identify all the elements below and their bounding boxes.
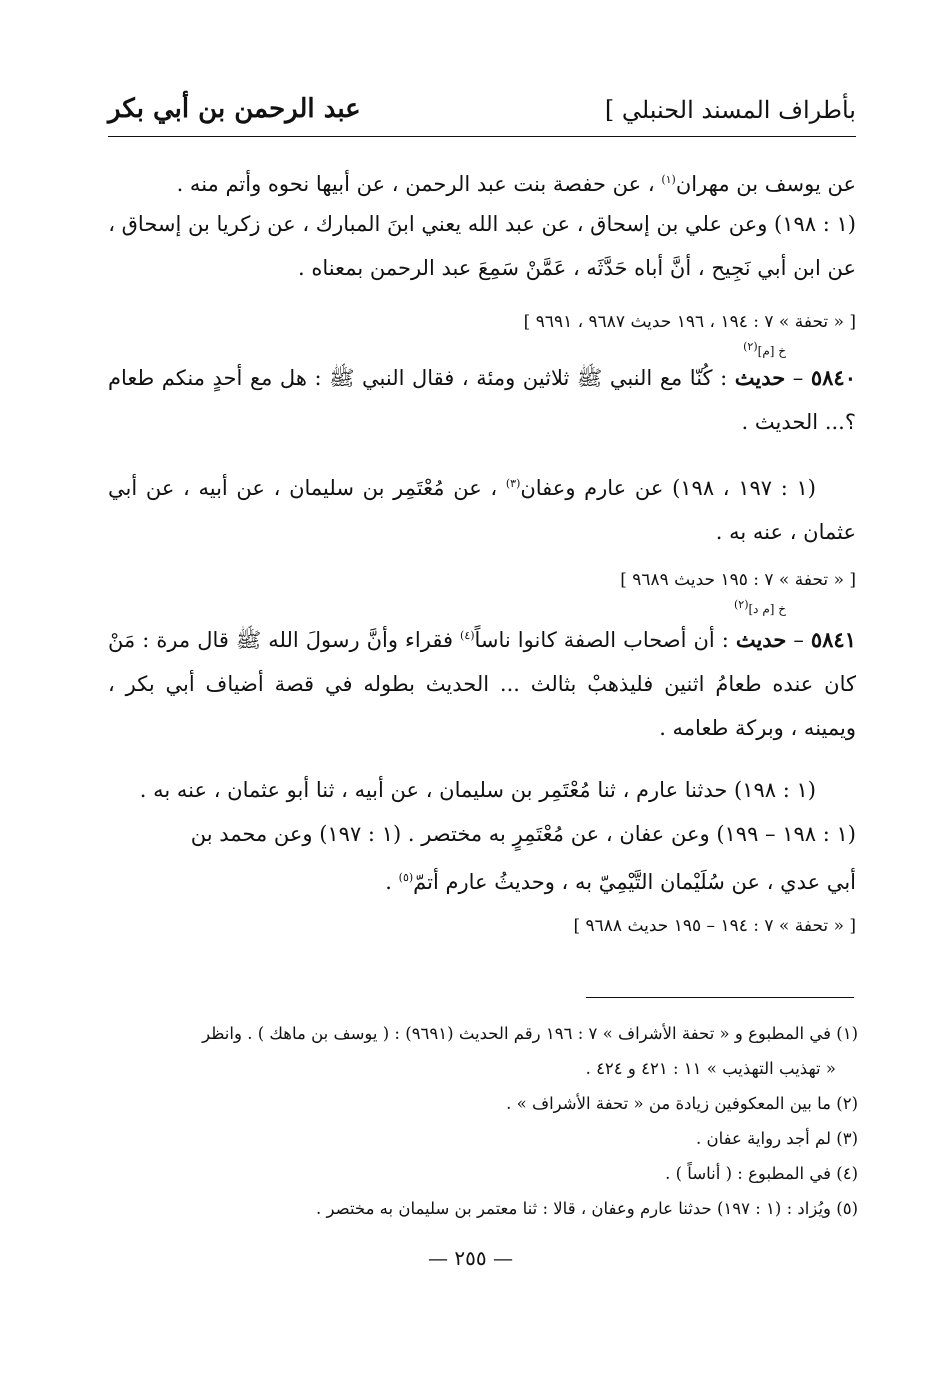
paragraph-4-line-2: (١ : ١٩٨ – ١٩٩) وعن عفان ، عن مُعْتَمِرٍ به مختصر . (١ : ١٩٧) وعن محمد بن (190, 822, 856, 846)
hadith-keyword: حديث (734, 365, 786, 390)
page-number: — ٢٥٥ — (428, 1246, 513, 1270)
siglum-5841: خ [م د]$^{(٢)}$ (733, 598, 786, 616)
running-header (108, 92, 856, 137)
book-title: بأطراف المسند الحنبلي ] (604, 96, 856, 124)
footnote-4: (٤) في المطبوع : ( أناساً ) . (665, 1164, 858, 1183)
footnote-1-line-1: (١) في المطبوع و « تحفة الأشراف » ٧ : ١٩٦ رقم الحديث (٩٦٩١) : ( يوسف بن ماهك ) . وانظر (202, 1024, 858, 1043)
tuhfa-reference-3: [ « تحفة » ٧ : ١٩٤ – ١٩٥ حديث ٩٦٨٨ ] (573, 916, 856, 936)
hadith-number: ٥٨٤٠ (810, 365, 856, 390)
footnote-ref-3: (٣) (505, 477, 521, 490)
paragraph-4-line-3: أبي عدي ، عن سُلَيْمان التَّيْمِيّ به ، وحديثُ عارم أتمّ$^{(٥)}$ . (385, 870, 856, 894)
paragraph-3: (١ : ١٩٧ ، ١٩٨) عن عارم وعفان$^{(٣)}$ ، عن مُعْتَمِر بن سليمان ، عن أبيه ، عن أبي عثمان ، عنه به . (108, 476, 856, 544)
footnote-ref-1: (١) (661, 173, 676, 186)
paragraph-2-line-2: عن ابن أبي نَجِيح ، أنَّ أباه حَدَّثَه ، عَمَّنْ سَمِعَ عبد الرحمن بمعناه . (297, 256, 856, 280)
paragraph-1: عن يوسف بن مهران$^{(١)}$ ، عن حفصة بنت عبد الرحمن ، عن أبيها نحوه وأتم منه . (176, 172, 856, 196)
hadith-number: ٥٨٤١ (810, 627, 856, 652)
footnote-separator (586, 997, 854, 998)
tuhfa-reference-2: [ « تحفة » ٧ : ١٩٥ حديث ٩٦٨٩ ] (620, 570, 856, 590)
footnote-ref-5: (٥) (398, 871, 414, 884)
section-title: عبد الرحمن بن أبي بكر (108, 94, 361, 124)
tuhfa-reference-1: [ « تحفة » ٧ : ١٩٤ ، ١٩٦ حديث ٩٦٨٧ ، ٩٦٩١ ] (523, 312, 856, 332)
footnote-5: (٥) ويُزاد : (١ : ١٩٧) حدثنا عارم وعفان ، قالا : ثنا معتمر بن سليمان به مختصر . (316, 1199, 858, 1218)
paragraph-4-line-1: (١ : ١٩٨) حدثنا عارم ، ثنا مُعْتَمِر بن سليمان ، عن أبيه ، ثنا أبو عثمان ، عنه به . (139, 778, 816, 802)
footnote-1-line-2: « تهذيب التهذيب » ١١ : ٤٢١ و ٤٢٤ . (585, 1059, 836, 1078)
paragraph-2-line-1: (١ : ١٩٨) وعن علي بن إسحاق ، عن عبد الله يعني ابنَ المبارك ، عن زكريا بن إسحاق ، (108, 212, 856, 236)
hadith-5841: ٥٨٤١ – حديث : أن أصحاب الصفة كانوا ناساً$^{(٤)}$ فقراء وأنَّ رسولَ الله ﷺ قال مرة : مَنْ كان عنده طعامُ اثنين فليذهبْ بثالث ... الحديث بطوله في قصة أضياف أبي بكر ، ويمينه ، وبركة طعامه . (108, 627, 856, 740)
footnote-2: (٢) ما بين المعكوفين زيادة من « تحفة الأشراف » . (506, 1094, 858, 1113)
footnote-3: (٣) لم أجد رواية عفان . (696, 1129, 858, 1148)
hadith-5840: ٥٨٤٠ – حديث : كُنّا مع النبي ﷺ ثلاثين ومئة ، فقال النبي ﷺ : هل مع أحدٍ منكم طعام ؟... الحديث . (108, 365, 856, 434)
footnote-ref-4: (٤) (460, 629, 475, 642)
hadith-keyword: حديث (735, 627, 787, 652)
siglum-5840: خ [م]$^{(٢)}$ (743, 340, 786, 358)
